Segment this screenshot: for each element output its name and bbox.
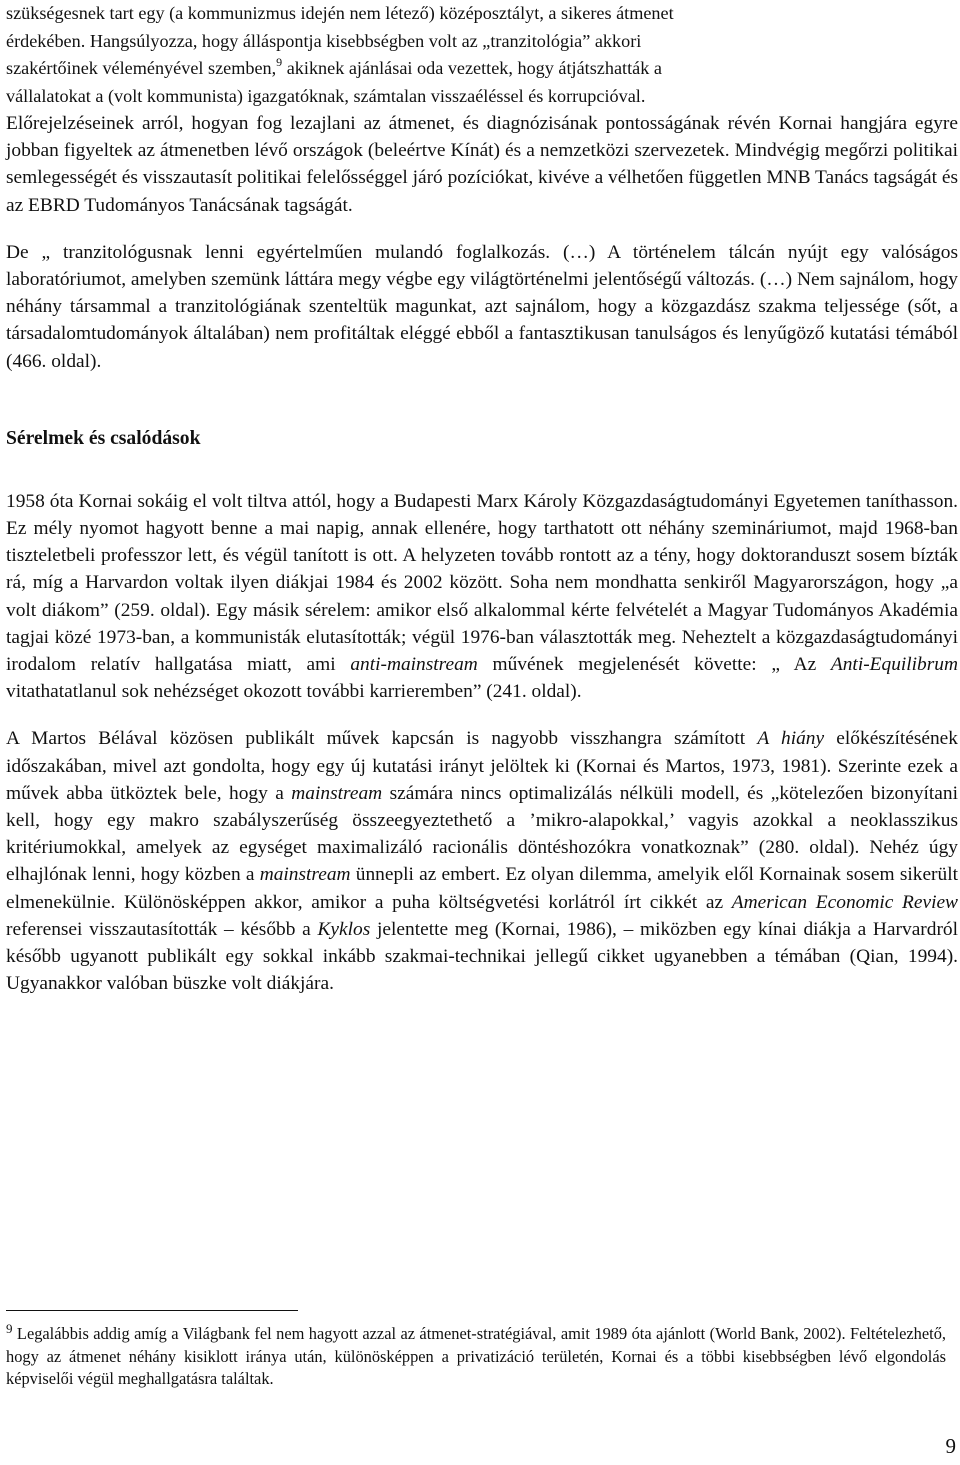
page-number: 9	[945, 1434, 956, 1458]
paragraph-1-rest: Előrejelzéseinek arról, hogyan fog lezajlani az átmenet, és diagnózisának pontosságának révén Kornai hangjára egyre jobban figyeltek az átmenetben lévő országok (beleértve Kínát) és a nemzetközi szervezetek. Mindvégig megőrzi politikai semlegességét és visszautasít politikai felelősséggel járó pozíciókat, kivéve a vélhetően független MNB Tanács tagságát és az EBRD Tudományos Tanácsának tagságát.	[6, 113, 958, 216]
document-body	[6, 0, 958, 997]
paragraph-3: 1958 óta Kornai sokáig el volt tiltva attól, hogy a Budapesti Marx Károly Közgazdaságtudományi Egyetemen taníthasson. Ez mély nyomot hagyott benne a mai napig, annak ellenére, hogy tarthatott ott néhány szemináriumot, majd 1968-ban tiszteletbeli professzor lett, és végül tanított is ott. A helyzeten tovább rontott az a tény, hogy doktoranduszt sosem bízták rá, míg a Harvardon voltak ilyen diákjai 1984 és 2002 között. Soha nem mondhatta senkiről Magyarországon, hogy „a volt diákom” (259. oldal). Egy másik sérelem: amikor első alkalommal kérte felvételét a Magyar Tudományos Akadémia tagjai közé 1973-ban, a kommunisták elutasították; végül 1976-ban választották meg. Neheztelt a közgazdaságtudományi irodalom relatív hallgatása miatt, ami anti-mainstream művének megjelenését követte: „ Az Anti-Equilibrum vitathatatlanul sok nehézséget okozott további karrieremben” (241. oldal).	[6, 490, 958, 703]
footnote-text: Legalábbis addig amíg a Világbank fel nem hagyott azzal az átmenet-stratégiával, amit 1989 óta ajánlott (World Bank, 2002). Feltételezhető, hogy az átmenet néhány kisiklott iránya után, különösképpen a privatizáció területén, Kornai és a többi kisebbségben lévő elgondolás képviselői végül meghallgatásra találtak.	[6, 1324, 946, 1389]
para1-line3b: akiknek ajánlásai oda vezettek, hogy átjátszhatták a	[282, 58, 662, 78]
italic-anti-mainstream: anti-mainstream	[350, 654, 478, 676]
para1-line3a: szakértőinek véleményével szemben,	[6, 58, 277, 78]
footnote-separator	[6, 1310, 298, 1311]
para1-line1: szükségesnek tart egy (a kommunizmus idején nem létező) középosztályt, a sikeres átmenet	[6, 3, 674, 23]
section-heading: Sérelmek és csalódások	[6, 427, 201, 449]
paragraph-4: A Martos Bélával közösen publikált művek kapcsán is nagyobb visszhangra számított A hiány előkészítésének időszakában, mivel azt gondolta, hogy egy új kutatási irányt jelöltek ki (Kornai és Martos, 1973, 1981). Szerinte ezek a művek abba ütköztek bele, hogy a mainstream számára nincs optimalizálás nélküli modell, és „kötelezően bizonyítani kell, hogy egy makro szabályszerűség összeegyeztethető a ’mikro-alapokkal,’ vagyis azokkal a neoklasszikus kritériumokkal, amelyek az egységet maximalizáló racionális döntéshozókra vonatkoznak” (280. oldal). Nehéz úgy elhajlónak lenni, hogy közben a mainstream ünnepli az embert. Ez olyan dilemma, amelyik elől Kornainak sosem sikerült elmenekülnie. Különösképpen akkor, amikor a puha költségvetési korlátról írt cikkét az American Economic Review referensei visszautasították – később a Kyklos jelentette meg (Kornai, 1986), – miközben egy kínai diákja a Harvardról később ugyanott publikált egy sokkal inkább szakmai-technikai jellegű cikket ugyanebben a témában (Qian, 1994). Ugyanakkor valóban büszke volt diákjára.	[6, 728, 958, 995]
footnote	[6, 1323, 946, 1391]
italic-kyklos: Kyklos	[317, 918, 371, 940]
footnote-ref: 9	[276, 55, 283, 69]
para1-line2: érdekében. Hangsúlyozza, hogy álláspontja kisebbségben volt az „tranzitológia” akkori	[6, 30, 642, 51]
paragraph-1-head	[6, 0, 958, 110]
paragraph-2: De „ tranzitológusnak lenni egyértelműen mulandó foglalkozás. (…) A történelem tálcán nyújt egy valóságos laboratóriumot, amelyben szemünk láttára megy végbe egy világtörténelmi jelentőségű változás. (…) Nem sajnálom, hogy néhány társammal a tranzitológiának szenteltük magunkat, azt sajnálom, hogy a közgazdász szakma teljessége (sőt, a társadalomtudományok általában) nem profitáltak eléggé ebből a fantasztikusan tanulságos és lenyűgöző kutatási témából (466. oldal).	[6, 241, 959, 372]
para1-line4: vállalatokat a (volt kommunista) igazgatóknak, számtalan visszaéléssel és korrupcióval.	[6, 85, 646, 106]
italic-a-hiany: A hiány	[757, 728, 825, 750]
footnote-mark: 9	[6, 1321, 13, 1336]
italic-mainstream-2: mainstream	[259, 864, 351, 886]
italic-journal-title: American Economic Review	[731, 891, 958, 913]
italic-mainstream: mainstream	[291, 782, 383, 804]
italic-anti-equilibrum: Anti-Equilibrum	[830, 654, 958, 676]
